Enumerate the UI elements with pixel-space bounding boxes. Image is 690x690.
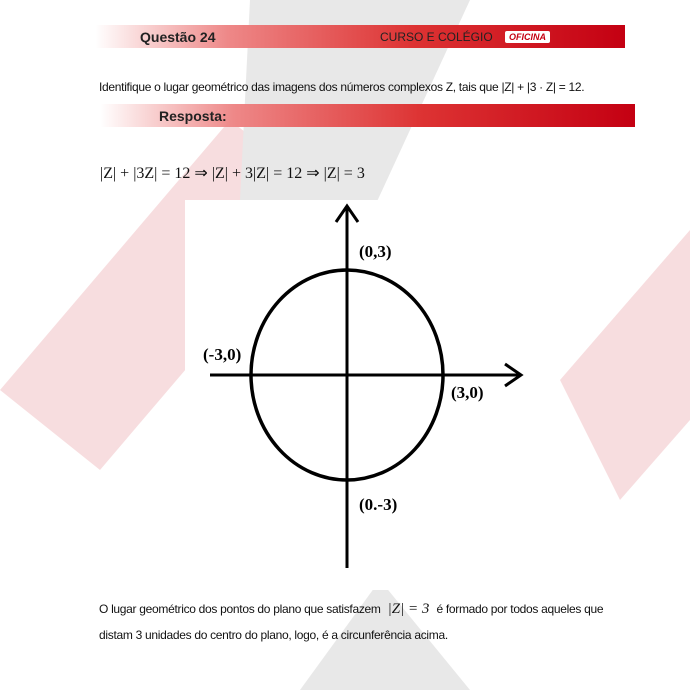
question-text: Identifique o lugar geométrico das imagens dos números complexos Z, tais que |Z| + |3 · Z| = 12. (99, 80, 585, 94)
label-right: (3,0) (451, 383, 484, 402)
circle-diagram (185, 200, 555, 590)
answer-bar (100, 104, 635, 127)
conclusion-line1 (99, 601, 603, 618)
conclusion-part1: O lugar geométrico dos pontos do plano que satisfazem (99, 602, 381, 616)
label-left: (-3,0) (203, 345, 242, 364)
logo: OFICINA (505, 31, 550, 43)
label-top: (0,3) (359, 242, 392, 261)
conclusion-part2: é formado por todos aqueles que (436, 602, 604, 616)
header-bar (95, 25, 625, 48)
school-name: CURSO E COLÉGIO (380, 30, 493, 44)
conclusion-formula: |Z| = 3 (387, 601, 430, 617)
answer-heading: Resposta: (159, 108, 227, 124)
label-bottom: (0.-3) (359, 495, 398, 514)
equation: |Z| + |3Z| = 12 ⇒ |Z| + 3|Z| = 12 ⇒ |Z| = 3 (100, 165, 365, 182)
conclusion-line2: distam 3 unidades do centro do plano, logo, é a circunferência acima. (99, 628, 448, 642)
question-number: Questão 24 (140, 29, 216, 45)
